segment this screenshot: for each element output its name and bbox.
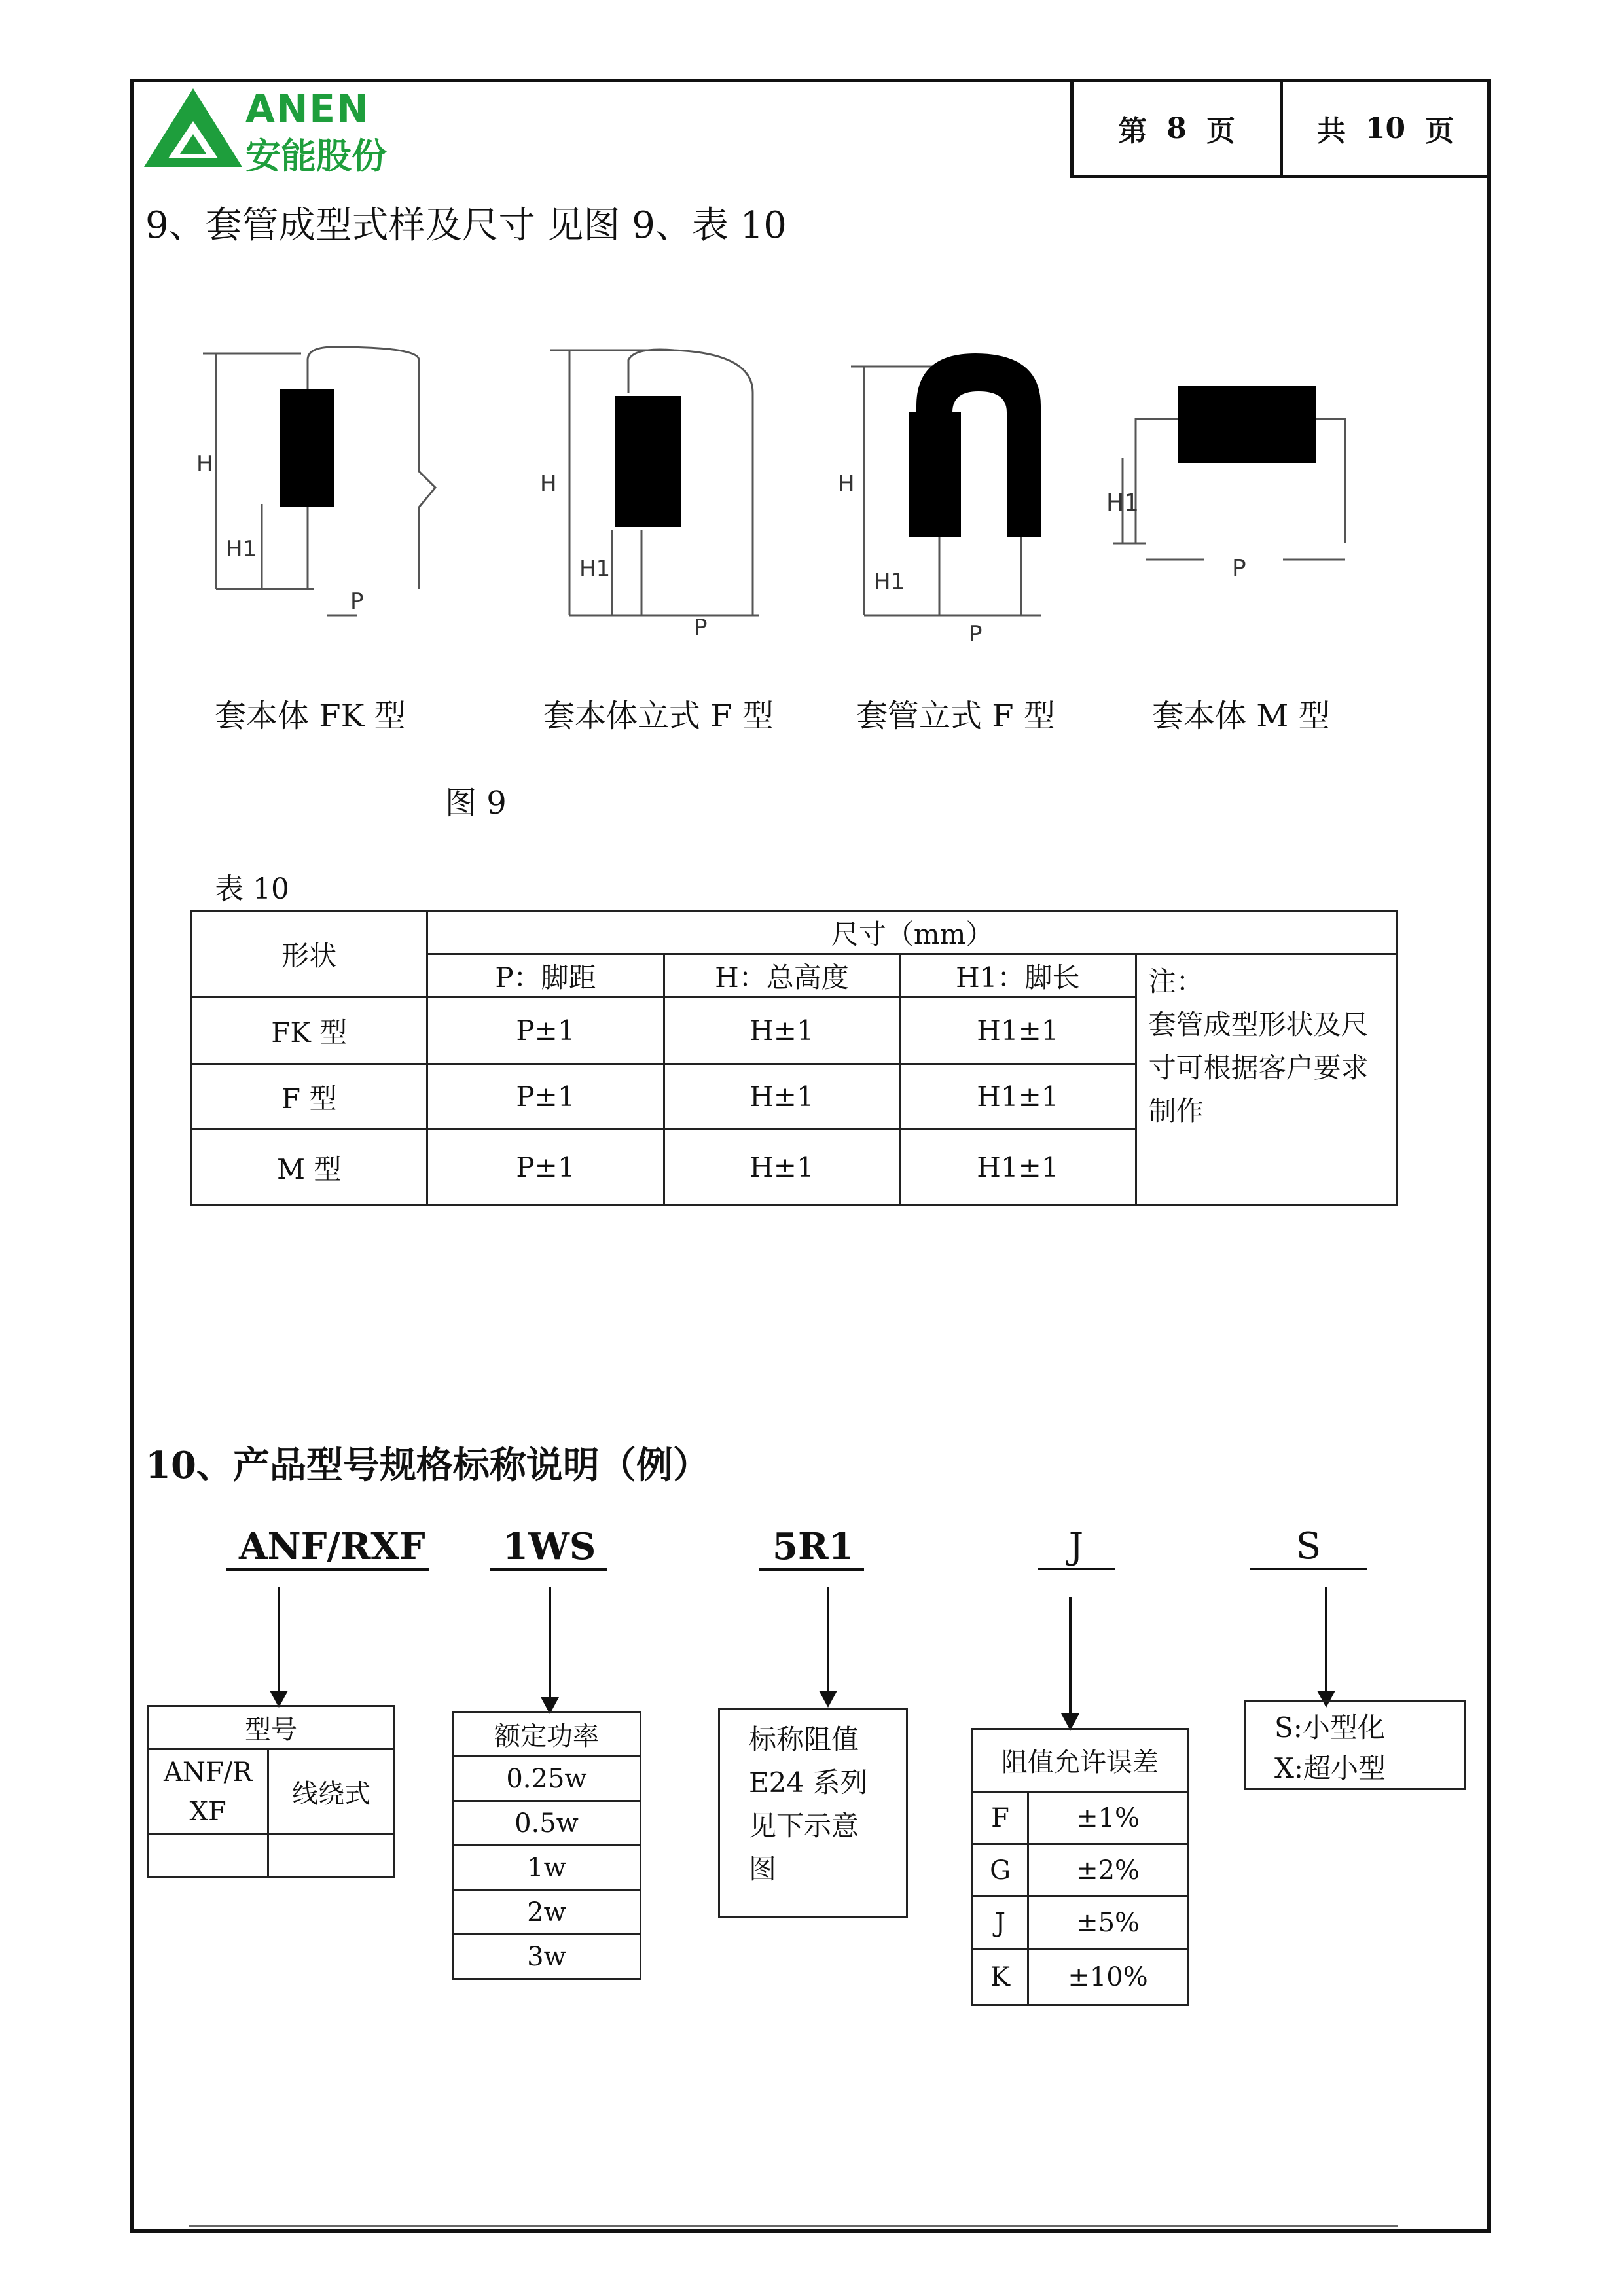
bottom-rule [189, 2225, 1398, 2227]
logo-triangle-icon [141, 85, 245, 170]
logo-company: 安能股份 [245, 135, 387, 177]
cell-pitch: P±1 [427, 1130, 664, 1206]
table-note [1136, 954, 1397, 1206]
tolerance-code: F [973, 1792, 1028, 1844]
figure-f-type-sleeve [838, 340, 1074, 655]
cell-pitch: P±1 [427, 1064, 664, 1130]
tolerance-row [973, 1897, 1188, 1949]
arrow-down-icon [1325, 1587, 1327, 1705]
note-title: 注： [1148, 965, 1204, 997]
code-size: S [1250, 1525, 1367, 1570]
fk-label-h1: H1 [226, 536, 257, 562]
size-box [1244, 1700, 1466, 1790]
caption-fk-type: 套本体 FK 型 [215, 698, 406, 734]
total-unit: 页 [1425, 115, 1454, 148]
code-tolerance: J [1038, 1525, 1115, 1570]
section10-title: 10、产品型号规格标称说明（例） [145, 1444, 710, 1487]
power-value: 0.5w [453, 1801, 641, 1846]
cell-lead-length: H1±1 [900, 1130, 1136, 1206]
header-dimension: 尺寸（mm） [427, 911, 1398, 954]
total-label: 共 [1316, 115, 1346, 148]
arrow-down-icon [278, 1587, 280, 1705]
size-line: S:小型化 [1274, 1712, 1385, 1744]
m-label-p: P [1232, 555, 1246, 582]
page-number-box [1070, 79, 1283, 178]
tolerance-box [971, 1728, 1189, 2006]
resistance-line: 见下示意图 [749, 1810, 859, 1885]
power-value: 3w [453, 1935, 641, 1979]
tolerance-value: ±2% [1028, 1844, 1188, 1897]
cell-height: H±1 [664, 1130, 899, 1206]
model-code-line: XF [189, 1796, 226, 1827]
model-desc: 线绕式 [268, 1749, 395, 1835]
caption-m-type: 套本体 M 型 [1152, 698, 1330, 734]
arrow-down-icon [1069, 1597, 1072, 1728]
figure-m-type [1106, 373, 1388, 583]
code-power: 1WS [490, 1525, 607, 1571]
resistance-box [718, 1708, 908, 1918]
page-total-box [1280, 79, 1491, 178]
f-label-p: P [694, 615, 708, 641]
resistance-line: E24 系列 [749, 1767, 868, 1799]
sleeve-label-p: P [969, 621, 983, 647]
page-label-b: 页 [1206, 115, 1235, 148]
page-number: 8 [1166, 111, 1187, 145]
model-title: 型号 [148, 1706, 395, 1749]
tolerance-value: ±1% [1028, 1792, 1188, 1844]
tolerance-row [973, 1844, 1188, 1897]
power-box [452, 1711, 641, 1980]
power-value: 0.25w [453, 1757, 641, 1801]
tolerance-code: J [973, 1897, 1028, 1949]
cell-pitch: P±1 [427, 997, 664, 1064]
f-label-h1: H1 [579, 556, 611, 582]
model-box [147, 1705, 395, 1878]
tolerance-code: G [973, 1844, 1028, 1897]
cell-lead-length: H1±1 [900, 997, 1136, 1064]
note-line: 套管成型形状及尺 [1148, 1009, 1369, 1041]
power-value: 2w [453, 1890, 641, 1935]
figure-f-type-body [530, 340, 779, 655]
dimension-table [190, 910, 1398, 1206]
power-value: 1w [453, 1846, 641, 1890]
tolerance-code: K [973, 1949, 1028, 2005]
note-line: 寸可根据客户要求 [1148, 1052, 1369, 1084]
figure-fk-type [196, 340, 471, 635]
section9-title: 9、套管成型式样及尺寸 见图 9、表 10 [145, 204, 787, 247]
tolerance-value: ±10% [1028, 1949, 1188, 2005]
size-line: X:超小型 [1274, 1752, 1386, 1784]
model-code [148, 1749, 268, 1835]
code-resistance: 5R1 [759, 1525, 864, 1571]
caption-f-type-body: 套本体立式 F 型 [543, 698, 774, 734]
resistance-line: 标称阻值 [749, 1723, 859, 1755]
cell-lead-length: H1±1 [900, 1064, 1136, 1130]
tolerance-row [973, 1949, 1188, 2005]
tolerance-row [973, 1792, 1188, 1844]
total-pages: 10 [1365, 111, 1406, 145]
header-shape: 形状 [191, 911, 427, 997]
caption-f-type-sleeve: 套管立式 F 型 [856, 698, 1055, 734]
empty-cell [148, 1835, 268, 1878]
cell-height: H±1 [664, 997, 899, 1064]
model-code-line: ANF/R [164, 1757, 253, 1787]
cell-height: H±1 [664, 1064, 899, 1130]
tolerance-title: 阻值允许误差 [973, 1729, 1188, 1792]
empty-cell [268, 1835, 395, 1878]
fk-label-h: H [196, 451, 213, 477]
header-pitch: P：脚距 [427, 954, 664, 997]
tolerance-value: ±5% [1028, 1897, 1188, 1949]
f-label-h: H [540, 471, 557, 497]
figure-label: 图 9 [445, 785, 507, 821]
company-logo [141, 85, 416, 177]
table-label: 表 10 [215, 872, 289, 906]
m-label-h1: H1 [1106, 490, 1139, 516]
logo-brand: ANEN [245, 86, 370, 131]
header-height: H：总高度 [664, 954, 899, 997]
cell-shape: F 型 [191, 1064, 427, 1130]
header-lead-length: H1：脚长 [900, 954, 1136, 997]
cell-shape: FK 型 [191, 997, 427, 1064]
note-line: 制作 [1148, 1095, 1204, 1127]
arrow-down-icon [827, 1587, 829, 1705]
power-title: 额定功率 [453, 1712, 641, 1757]
cell-shape: M 型 [191, 1130, 427, 1206]
arrow-down-icon [549, 1587, 551, 1712]
sleeve-label-h1: H1 [874, 569, 905, 595]
code-model: ANF/RXF [226, 1525, 429, 1571]
sleeve-label-h: H [838, 471, 855, 497]
page-label-a: 第 [1118, 115, 1147, 148]
fk-label-p: P [350, 588, 364, 615]
